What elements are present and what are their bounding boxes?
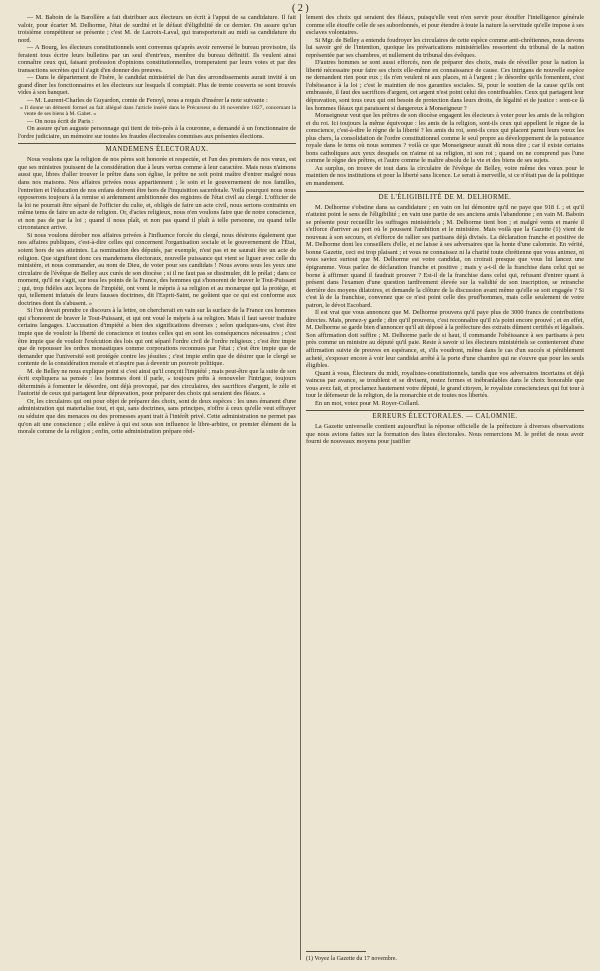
footnote: (1) Voyez la Gazette du 17 novembre. xyxy=(306,956,397,962)
paragraph: D'autres hommes se sont aussi efforcés, non de préparer des choix, mais de réveiller pour la nation la liberté nécessaire pour faire ses choix elle-même en connaissance de cause. Ces intrigans de nouvelle espèce ne demandent rien pour eux ; ils n'en veulent ni aux places, ni à l'argent ; le désordre qu'ils fomentent, c'est l'obéissance à la loi ; c'est le maintien de nos garanties sociales. Si, pour le soutien de la cause qu'ils ont embrassée, il faut des sacrifices d'argent, cet argent n'est point celui des contribuables. Ceux qui partagent leur dépravation, sont tous ceux qui ont besoin de protection dans leurs droits, de légalité et de justice : sont-ce là les hommes fléaux qui paraissent si dangereux à Monseigneur ? xyxy=(306,59,584,112)
paragraph: M. de Belley ne nous explique point si c'est ainsi qu'il conçoit l'impiété ; mais peut-être que la suite de son écrit expliquera sa pensée : les hommes dont il parle, « toujours prêts à renouveler l'intrigue, toujours déterminés à fomenter le désordre, ont déjà provoqué, par des circulaires, des sacrifices d'argent, le zèle et l'autorité de ceux qui partagent leur dépravation, pour préparer des choix qui seraient des fléaux. » xyxy=(18,367,296,398)
column-divider xyxy=(300,14,301,960)
section-heading-eligibilite: DE L'ÉLIGIBILITÉ DE M. DELHORME. xyxy=(306,191,584,202)
section-heading-erreurs: ERREURS ÉLECTORALES. — CALOMNIE. xyxy=(306,410,584,421)
paragraph: Quant à vous, Électeurs du midi, royalistes-constitutionnels, tandis que vos adversaires incertains et déjà vaincus par avance, se troublent et se divisent, restez fermes et inébranlables dans le choix honorable que vous avez fait, et proclamez hautement votre député, le grand citoyen, le royaliste consciencieux qui fut tour à tour le défenseur de la religion, de la monarchie et de toutes nos libertés. xyxy=(306,369,584,400)
paragraph: Monseigneur veut que les prêtres de son diocèse engagent les électeurs à voter pour les amis de la religion et du roi. Ici toujours la même équivoque : les amis de la religion, sont-ils ceux qui appellent le règne de la conscience, c'est-à-dire le règne de la liberté ? les amis du roi, sont-ils ceux qui placent parmi leurs vœux les plus chers, la consolidation de l'ordre constitutionnel comme le seul propre au développement de la puissance royale dans le tems où nous sommes ? voilà ce que Monseigneur aurait dû nous dire ; car il existe certains bons catholiques aux yeux desquels on n'aime ni sa religion, ni son roi ; quand on ne comprend pas l'une comme le règne des prêtres, et l'autre comme le maître absolu de la vie et des biens de ses sujets. xyxy=(306,112,584,165)
page-number: ( 2 ) xyxy=(292,3,309,14)
footnote-divider xyxy=(306,951,366,952)
inserted-note: « Il donne un démenti formel au fait allégué dans l'article inséré dans le Précurseur du 16 novembre 1827, concernant la vente de ses biens à M. Gabet. » xyxy=(20,104,296,118)
paragraph: — A Bourg, les électeurs constitutionnels sont convenus qu'après avoir renversé le bureau provisoire, ils feraient tous écrire leurs bulletins par un seul d'entr'eux, membre du bureau définitif. Ils veulent ainsi connaître ceux qui, faisant profession d'opinions constitutionnelles, tromperaient par leurs votes et par des transactions secrètes qui il s'agit d'en donner des preuves. xyxy=(18,44,296,74)
paragraph: lement des choix qui seraient des fléaux, puisqu'elle veut n'en servir pour étouffer l'intelligence générale comme elle étouffe celle de ses subordonnés, et pour étendre à toute la nature la servitude qu'elle impose à ses esclaves volontaires. xyxy=(306,14,584,37)
paragraph: Si Mgr. de Belley a entendu foudroyer les circulaires de cette espèce comme anti-chrétiennes, nous devons lui savoir gré de l'intention, quoique les prévarications ministérielles ressortent du tribunal de la nation représentée par ses chambres, et nullement du tribunal des évêques. xyxy=(306,36,584,59)
paragraph: — Dans le département de l'Isère, le candidat ministériel de l'un des arrondissements aurait invité à un grand dîner les fonctionnaires et les électeurs sur lesquels il comptait. Plus de trente couverts se sont trouvés vides à son banquet. xyxy=(18,74,296,97)
paragraph: — M. Laurent-Charles de Guyardon, comte de Fenoyl, nous a requis d'insérer la note suivante : xyxy=(27,97,268,105)
paragraph: Nous voulons que la religion de nos pères soit honorée et respectée, et l'un des premiers de nos vœux, est que ses ministres jouissent de la considération due à leurs vertus comme à leur caractère. Mais nous n'aimons aussi que, libres d'aller trouver le prêtre dans son église, le prêtre ne soit point maître d'entrer malgré nous dans nos maisons. Nos affaires privées nous appartiennent ; le soin et le gouvernement de nos familles, l'entretien et l'éducation de nos enfans doivent être hors de l'inquisition sacerdotale. Voilà pourquoi nous nous opposerons toujours à la remise si ardemment ambitionnée des registres de l'état civil au clergé. L'officier de la loi ne pourrait être séparé de l'officier du culte, et, obligés de faire un acte civil, nous serions contraints en même tems de faire un acte de religion. Or, d'actes religieux, nous n'en voulons faire que de notre conscience, et non pas de par la loi ; quand il nous plaît, et non pas quand il plaît à telle personne, ou quand telle circonstance arrive. xyxy=(18,156,296,232)
paragraph: Au surplus, on trouve de tout dans la circulaire de l'évêque de Belley, voire même des vœux pour le maintien de nos institutions et pour la liberté sans licence. Le serait à merveille, si ce n'était pas de la politique en mandement. xyxy=(306,164,584,188)
section-heading-mandemens: MANDEMENS ÉLECTORAUX. xyxy=(18,143,296,154)
paragraph: Si nous voulons dérober nos affaires privées à l'influence forcée du clergé, nous désirons également que nos affaires publiques, c'est-à-dire celles qui concernent l'organisation sociale et le gouvernement de l'État, soient hors de ses atteintes. La nomination des députés, par exemple, n'est pas et ne saurait être un acte de religion. Que signifient donc ces mandemens électoraux, nouvelle puissance qui vient se liguer avec celle du ministère, et nous commander, au nom de Dieu, de voter pour ses candidats ! Nous avons sous les yeux une circulaire de l'évêque de Belley aux curés de son diocèse ; si il ne faut pas se dissimuler, dit le prélat ; dans ce moment, qu'il ne s'agit, sur tous les points de la France, des hommes qui s'honorent de braver le Tout-Puissant ; qui, trop fidèles aux leçons de l'impiété, ont vomi le mépris à sa religion et au monarque qui la protège, et qui, tellement infatués de leurs fausses doctrines, dit l'Esprit-Saint, ne goûtent que ce qui est conforme aux doctrines dont ils s'abusent. » xyxy=(18,231,296,307)
paragraph: M. Delhorme s'obstine dans sa candidature ; en vain on lui démontre qu'il ne paye que 918 f. ; et qu'il n'atteint point le sens de l'éligibilité ; en vain une partie de ses anciens amis l'abandonne ; en vain M. Baboin se présente pour recueillir les suffrages ministériels ; M. Delhorme tient bon ; et malgré vents et marée il s'efforce d'arriver au port où le poussent l'ambition et le ministère. Mais voilà que la Gazette (1) vient de nouveau à son secours, et s'efforce de rallier ses partisans déjà divisés. La déclaration franche et positive de M. Delhorme dont les conseillers d'elle, et ne laisse à ses adversaires que la honte d'une calomnie. En vérité, bonne Gazette, ceci est trop plaisant ; et vous ne connaissez ni la charité toute chrétienne que vous animez, ni vous saviez surtout que M. Delhorme est votre candidat, on croirait presque que vous lui lancez une épigramme. Vous parlez de déclaration franche et positive ; mais y a-t-il de la franchise dans celui qui se borne à affirmer quand il faudrait prouver ? Est-il de la franchise dans celui qui, refusant d'entrer quant à présent dans l'examen d'une question tardivement élevée sur la validité de son inscription, se retranche derrière des moyens dilatoires, et demande la clôture de la discussion avant même qu'elle se soit engagée ? Si c'est là de la franchise, convenez que ce n'est point celle des prud'hommes, mais celle seulement de votre patron, le dévot Escobard. xyxy=(306,203,584,309)
paragraph: — M. Baboin de la Barollère a fait distribuer aux électeurs un écrit à l'appui de sa candidature. Il fait valoir, pour écarter M. Delhorme, l'état de surdité et le défaut d'éligibilité de ce dernier. On assure qu'un troisième compétiteur se présente ; c'est M. de Lacroix-Laval, qui transporterait au midi sa candidature du nord. xyxy=(18,14,296,44)
left-column xyxy=(18,14,296,954)
paragraph: — On nous écrit de Paris : xyxy=(27,117,94,125)
paragraph: En un mot, votez pour M. Royer-Collard. xyxy=(315,399,420,407)
paragraph: Si l'on devait prendre ce discours à la lettre, on chercherait en vain sur la surface de la France ces hommes qui s'honorent de braver le Tout-Puissant, et qui ont voué le mépris à sa religion. Mais il faut savoir traduire certains langages. L'accusation d'impiété a bien des significations diverses ; selon quelques-uns, c'est être impie que de vouloir la liberté de conscience et toutes celles qui en sont les conséquences nécessaires ; c'est être impie que de vouloir l'exécution des lois qui ont séparé l'ordre civil de l'ordre religieux ; c'est être impie que de repousser les ordres monastiques comme corporations reconnues par l'état ; c'est être impie que de demander que l'université soit protégée contre les jésuites ; c'est impie enfin que de désirer que le clergé se contente de la considération morale et n'aspire pas à devenir un pouvoir politique. xyxy=(18,307,296,368)
paragraph: Or, les circulaires qui ont pour objet de préparer des choix, sont de deux espèces : les unes émanent d'une administration qui materialise tout, et qui, sans doctrines, sans principes, n'offre à ceux qu'elle veut effrayer ou séduire que des menaces ou des promesses ayant trait à l'intérêt privé. Cette administration ne permet pas qu'on ait une conscience ; elle enlève à qui est sous son influence le libre-arbitre, ce premier élément de la morale comme de la religion ; enfin, cette administration prépare réel- xyxy=(18,397,296,436)
paragraph: La Gazette universelle contient aujourd'hui la réponse officielle de la préfecture à diverses observations que nous avions faites sur la formation des listes électorales. Nous remercions M. le préfet de nous avoir fourni de nouveaux moyens pour justifier xyxy=(306,423,584,446)
paragraph: Il est vrai que vous annoncez que M. Delhorme prouvera qu'il paye plus de 3000 francs de contributions directes. Mais, prenez-y garde ; dire qu'il prouvera, c'est reconnaître qu'il n'a point encore prouvé ; et en effet, M. Delhorme se garde bien d'annoncer qu'il ait déposé à la préfecture des extraits dûment certifiés et légalisés. Son affirmation doit suffire ; M. Delhorme parle de si haut, il commande l'obéissance à ses partisans à peu près comme un ministre au député qu'il paie. Reste à savoir si les électeurs ministériels se contenteront d'une affirmation suivie de preuves en espérance, et, s'ils voudront, même dans le cas d'un succès si péniblement acheté, s'exposer encore à voir leur candidat arrêté à la porte d'une chambre qui ne s'ouvre que pour les seuls éligibles. xyxy=(306,309,584,370)
paragraph: On assure qu'un auguste personnage qui tient de très-près à la couronne, a demandé à un fonctionnaire de l'ordre judiciaire, un mémoire sur toutes les fraudes électorales commises aux présentes élections. xyxy=(18,125,296,140)
right-column xyxy=(306,14,584,964)
